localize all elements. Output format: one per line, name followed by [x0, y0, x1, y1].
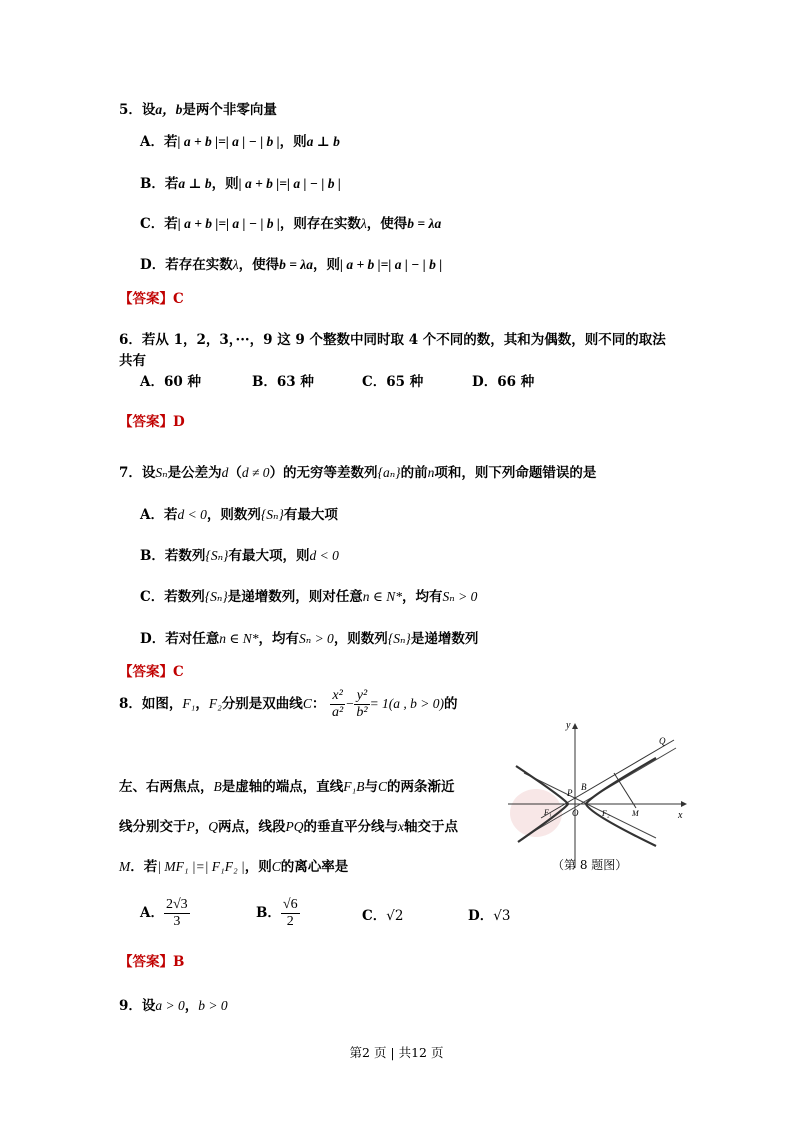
q7-option-d: D．若对任意n ∈ N*，均有Sₙ > 0，则数列{Sₙ}是递增数列: [140, 631, 479, 647]
q6-option-b: B．63 种: [252, 374, 314, 390]
q6-options: [140, 370, 534, 390]
q5-stem: 5．设a，b是两个非零向量: [119, 102, 277, 118]
svg-text:x: x: [678, 810, 683, 821]
q8-stem-line3: 线分别交于P，Q两点，线段PQ的垂直平分线与x轴交于点: [119, 819, 458, 835]
q5-option-c: C．若| a + b |=| a | − | b |，则存在实数λ，使得b = λa: [140, 216, 442, 232]
svg-text:O: O: [572, 808, 579, 818]
q5-option-d: D．若存在实数λ，使得b = λa，则| a + b |=| a | − | b |: [140, 257, 443, 273]
svg-text:M: M: [632, 809, 639, 818]
q8-stem-line4: M．若| MF₁ |=| F₁F₂ |，则C的离心率是: [119, 859, 349, 875]
q5-option-b: B．若a ⊥ b，则| a + b |=| a | − | b |: [140, 176, 341, 192]
hyperbola-figure: [506, 718, 688, 878]
line-f1b: [541, 740, 674, 818]
q8-stem-line2: 左、右两焦点，B是虚轴的端点，直线F₁B与C的两条渐近: [119, 779, 455, 795]
q6-stem-line2: 共有: [119, 353, 146, 369]
q6-stem-line1: 6．若从 1，2，3，···，9 这 9 个整数中同时取 4 个不同的数，其和为偶数，则不同的取法: [119, 332, 666, 348]
q8-options: [140, 897, 510, 930]
q6-option-a: A．60 种: [140, 374, 201, 390]
svg-text:F₂: F₂: [602, 809, 610, 818]
svg-text:P: P: [567, 788, 573, 798]
q8-answer: 【答案】B: [119, 954, 185, 970]
q7-option-c: C．若数列{Sₙ}是递增数列，则对任意n ∈ N*，均有Sₙ > 0: [140, 589, 478, 605]
q8-option-d: D．√3: [468, 907, 511, 924]
q8-option-a: A． $\frac{2√3}{3}$: [140, 897, 188, 929]
q8-frac-y: $\frac{\text{y²}}{\text{b²}}$: [356, 688, 368, 720]
q5-answer: 【答案】C: [119, 291, 184, 307]
svg-text:F₁: F₁: [544, 808, 552, 817]
q7-stem: 7．设Sₙ是公差为d（d ≠ 0）的无穷等差数列{aₙ}的前n项和，则下列命题错误的是: [119, 465, 597, 481]
q8-stem-line1: 8．如图，F₁，F₂分别是双曲线C： $\frac{\text{x²}}{\text{a²}}$ − $\frac{\text{y²}}{\text{b²}}$ = 1(a , b > 0)的: [119, 688, 458, 720]
q5-option-a: A．若| a + b |=| a | − | b |，则a ⊥ b: [140, 134, 340, 150]
svg-text:y: y: [566, 720, 571, 731]
q6-answer: 【答案】D: [119, 414, 185, 430]
q8-option-b: B． $\frac{√6}{2}$: [256, 897, 298, 929]
q7-option-b: B．若数列{Sₙ}有最大项，则d < 0: [140, 548, 339, 564]
q7-answer: 【答案】C: [119, 664, 184, 680]
q8-option-c: C．√2: [362, 907, 404, 924]
q6-option-c: C．65 种: [362, 374, 424, 390]
svg-text:B: B: [581, 782, 587, 792]
q6-option-d: D．66 种: [472, 374, 535, 390]
q9-stem: 9．设a > 0，b > 0: [119, 998, 228, 1014]
page-footer: 第2 页 | 共12 页: [349, 1045, 444, 1060]
q8-frac-x: $\frac{\text{x²}}{\text{a²}}$: [332, 688, 344, 720]
q7-option-a: A．若d < 0，则数列{Sₙ}有最大项: [140, 507, 338, 523]
svg-text:Q: Q: [659, 736, 666, 746]
figure-caption: （第 8 题图）: [552, 858, 628, 872]
